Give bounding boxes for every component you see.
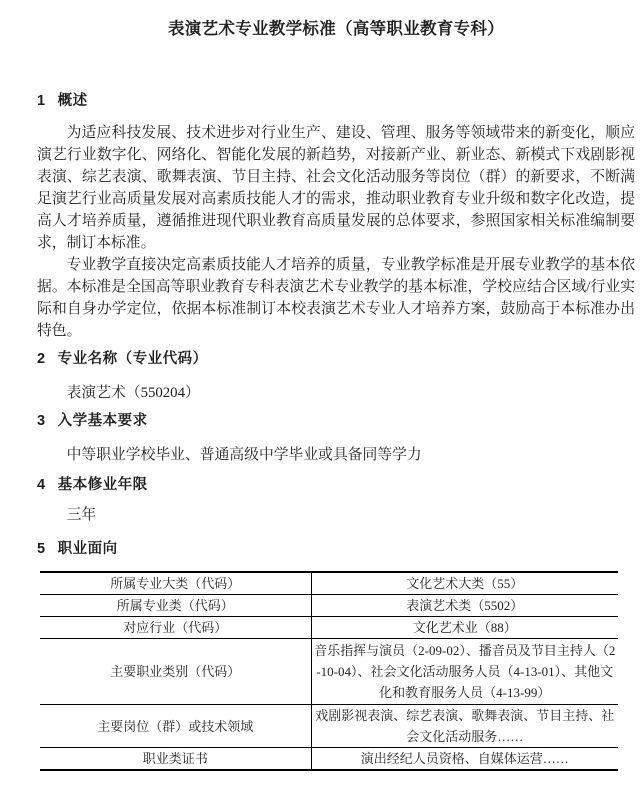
section-5-title: 职业面向 — [57, 541, 118, 557]
table-row — [40, 705, 618, 748]
section-2-number: 2 — [37, 351, 46, 367]
section-3-heading — [37, 410, 635, 432]
section-3-number: 3 — [37, 413, 46, 429]
row-label: 主要职业类别（代码） — [40, 639, 311, 705]
section-1-number: 1 — [37, 93, 46, 109]
row-value: 戏剧影视表演、综艺表演、歌舞表演、节目主持、社会文化活动服务…… — [311, 705, 618, 748]
section-4-title: 基本修业年限 — [57, 477, 148, 493]
entry-requirement: 中等职业学校毕业、普通高级中学毕业或具备同等学力 — [66, 447, 422, 463]
section-5-number: 5 — [37, 541, 46, 557]
section-3-title: 入学基本要求 — [57, 413, 148, 429]
study-duration: 三年 — [66, 507, 97, 523]
section-4-heading — [37, 474, 635, 496]
table-row — [40, 572, 618, 595]
table-row — [40, 748, 618, 771]
row-value: 表演艺术类（5502） — [311, 595, 618, 617]
section-5-heading — [37, 538, 635, 560]
section-2-heading — [37, 348, 635, 370]
overview-paragraph-1: 为适应科技发展、技术进步对行业生产、建设、管理、服务等领域带来的新变化，顺应演艺行业数字化、网络化、智能化发展的新趋势，对接新产业、新业态、新模式下戏剧影视表演、综艺表演、歌舞表演、节目主持、社会文化活动服务等岗位（群）的新要求，不断满足演艺行业高质量发展对高素质技能人才的需求，推动职业教育专业升级和数字化改造，提高人才培养质量，遵循推进现代职业教育高质量发展的总体要求，参照国家相关标准编制要求，制订本标准。 — [37, 125, 635, 251]
row-label: 所属专业类（代码） — [40, 595, 311, 617]
table-row — [40, 639, 618, 705]
row-label: 职业类证书 — [40, 748, 311, 771]
row-value: 文化艺术业（88） — [311, 617, 618, 639]
section-1-heading — [37, 90, 635, 112]
table-row — [40, 617, 618, 639]
row-label: 所属专业大类（代码） — [40, 572, 311, 595]
section-4-number: 4 — [37, 477, 46, 493]
table-row — [40, 595, 618, 617]
row-value: 音乐指挥与演员（2-09-02）、播音员及节目主持人（2-10-04）、社会文化活动服务人员（4-13-01）、其他文化和教育服务人员（4-13-99） — [311, 639, 618, 705]
document-title: 表演艺术专业教学标准（高等职业教育专科） — [168, 19, 504, 38]
overview-paragraph-2: 专业教学直接决定高素质技能人才培养的质量，专业教学标准是开展专业教学的基本依据。本标准是全国高等职业教育专科表演艺术专业教学的基本标准，学校应结合区域/行业实际和自身办学定位，依据本标准制订本校表演艺术专业人才培养方案，鼓励高于本标准办出特色。 — [37, 257, 635, 339]
major-name-code: 表演艺术（550204） — [66, 385, 200, 401]
row-value: 演出经纪人员资格、自媒体运营…… — [360, 751, 569, 766]
row-label: 主要岗位（群）或技术领域 — [40, 705, 311, 748]
row-label: 对应行业（代码） — [40, 617, 311, 639]
row-value: 文化艺术大类（55） — [311, 572, 618, 595]
career-orientation-table — [40, 571, 618, 771]
section-2-title: 专业名称（专业代码） — [57, 351, 208, 367]
section-1-title: 概述 — [57, 93, 88, 109]
